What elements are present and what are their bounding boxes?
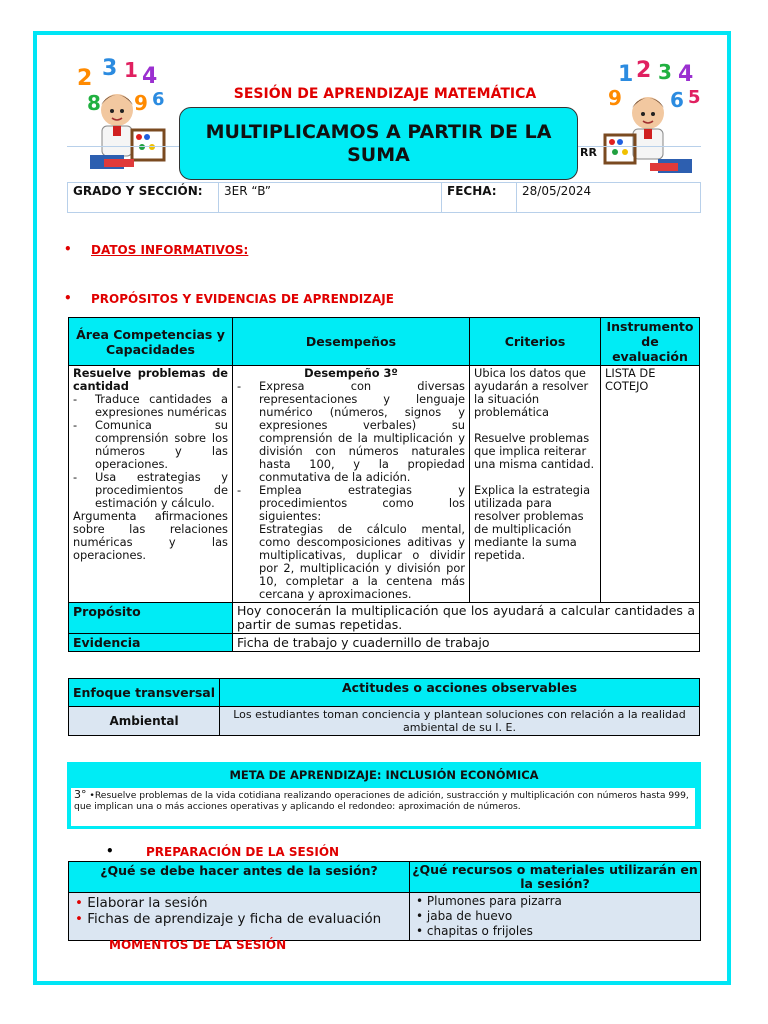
enfoque-text: Los estudiantes toman conciencia y plantean soluciones con relación a la realidad ambiental de su I. E. <box>220 707 700 736</box>
svg-text:2: 2 <box>77 66 93 91</box>
bullet-dot: • <box>64 242 72 256</box>
bullet-dot: • <box>64 291 72 305</box>
section-datos-label: DATOS INFORMATIVOS: <box>91 243 249 257</box>
desempeno-item: - Emplea estrategias y procedimientos como los siguientes: <box>237 484 465 523</box>
actitudes-header: Actitudes o acciones observables <box>220 679 700 707</box>
header-instrumento: Instrumento de evaluación <box>601 318 700 366</box>
svg-text:1: 1 <box>618 62 634 87</box>
recursos-header: ¿Qué recursos o materiales utilizarán en la sesión? <box>410 862 701 893</box>
lesson-title: MULTIPLICAMOS A PARTIR DE LA SUMA <box>205 120 552 166</box>
section-datos-informativos <box>64 242 249 257</box>
capacidad-item: - Comunica su comprensión sobre los números y las operaciones. <box>73 419 228 471</box>
svg-text:9: 9 <box>134 91 148 115</box>
desempeno-cell <box>233 366 470 603</box>
instrumento-value: LISTA DE COTEJO <box>605 366 656 393</box>
evidencia-label: Evidencia <box>69 634 233 652</box>
grade-date-table <box>67 182 701 213</box>
header-criterios: Criterios <box>470 318 601 366</box>
competencia-title: Resuelve problemas de cantidad <box>73 366 228 393</box>
partial-header-text: RR <box>580 146 597 159</box>
meta-grade: 3° <box>74 788 87 801</box>
section-preparacion-label: PREPARACIÓN DE LA SESIÓN <box>146 845 340 859</box>
section-momentos: MOMENTOS DE LA SESIÓN <box>109 938 287 952</box>
lesson-title-box <box>179 107 578 180</box>
desempeno-title: Desempeño 3º <box>304 366 398 380</box>
section-preparacion <box>106 844 340 859</box>
meta-text: •Resuelve problemas de la vida cotidiana realizando operaciones de adición, sustracción y multiplicación con números hasta 999, que implican una o más acciones operativas y aplicando el redondeo: aproximación de números. <box>74 790 689 812</box>
date-label: FECHA: <box>442 183 517 213</box>
svg-text:2: 2 <box>636 58 652 83</box>
svg-text:9: 9 <box>608 86 622 110</box>
grade-value: 3ER “B” <box>219 183 442 213</box>
grade-label: GRADO Y SECCIÓN: <box>68 183 219 213</box>
session-title: SESIÓN DE APRENDIZAJE MATEMÁTICA <box>233 86 537 102</box>
antes-item: • Fichas de aprendizaje y ficha de evaluación <box>75 911 382 927</box>
preparacion-table <box>68 861 701 941</box>
header-area: Área Competencias y Capacidades <box>69 318 233 366</box>
header-desempenos: Desempeños <box>233 318 470 366</box>
instrumento-cell <box>601 366 700 603</box>
proposito-label: Propósito <box>69 603 233 634</box>
section-propositos-label: PROPÓSITOS Y EVIDENCIAS DE APRENDIZAJE <box>91 292 394 306</box>
meta-title: META DE APRENDIZAJE: INCLUSIÓN ECONÓMICA <box>229 768 539 782</box>
enfoque-table <box>68 678 700 736</box>
recursos-cell <box>410 893 701 941</box>
svg-text:6: 6 <box>670 88 684 112</box>
student-with-abacus-left-illustration <box>72 55 177 180</box>
svg-text:8: 8 <box>87 91 101 115</box>
antes-item: • Elaborar la sesión <box>75 895 208 911</box>
enfoque-name: Ambiental <box>69 707 220 736</box>
svg-text:4: 4 <box>142 64 158 89</box>
competencia-cell <box>69 366 233 603</box>
recurso-item: • jaba de huevo <box>416 909 513 923</box>
criterio-item: Explica la estrategia utilizada para resolver problemas de multiplicación mediante la suma repetida. <box>474 483 591 562</box>
recurso-item: • chapitas o frijoles <box>416 924 533 938</box>
antes-header: ¿Qué se debe hacer antes de la sesión? <box>69 862 410 893</box>
bullet-dot: • <box>106 844 114 858</box>
svg-text:3: 3 <box>658 60 672 84</box>
competencias-table <box>68 317 700 652</box>
meta-aprendizaje-box <box>67 762 701 829</box>
desempeno-extra: Estrategias de cálculo mental, como descomposiciones aditivas y multiplicativas, duplicar o dividir por 2, multiplicación y división por 10, completar a la centena más cercana y aproximaciones. <box>259 522 465 601</box>
meta-body <box>71 788 695 826</box>
recurso-item: • Plumones para pizarra <box>416 894 562 908</box>
enfoque-header: Enfoque transversal <box>69 679 220 707</box>
proposito-text: Hoy conocerán la multiplicación que los ayudará a calcular cantidades a partir de sumas repetidas. <box>233 603 700 634</box>
evidencia-text: Ficha de trabajo y cuadernillo de trabajo <box>233 634 700 652</box>
svg-text:4: 4 <box>678 62 694 87</box>
criterio-item: Resuelve problemas que implica reiterar una misma cantidad. <box>474 431 595 471</box>
criterio-item: Ubica los datos que ayudarán a resolver la situación problemática <box>474 366 589 419</box>
section-propositos <box>64 291 394 306</box>
capacidad-item: - Usa estrategias y procedimientos de estimación y cálculo. <box>73 471 228 510</box>
student-with-abacus-right-illustration <box>600 55 705 180</box>
capacidad-item: - Traduce cantidades a expresiones numéricas <box>73 393 228 419</box>
svg-text:3: 3 <box>102 56 118 81</box>
date-value: 28/05/2024 <box>517 183 701 213</box>
criterios-cell <box>470 366 601 603</box>
antes-cell <box>69 893 410 941</box>
svg-text:1: 1 <box>124 58 138 82</box>
competencia-extra: Argumenta afirmaciones sobre las relaciones numéricas y las operaciones. <box>73 509 228 562</box>
svg-text:5: 5 <box>688 87 701 108</box>
desempeno-item: - Expresa con diversas representaciones y lenguaje numérico (números, signos y expresiones verbales) su comprensión de la multiplicación y división con números naturales hasta 100, y la propiedad conmutativa de la adición. <box>237 380 465 484</box>
svg-text:6: 6 <box>152 89 165 110</box>
